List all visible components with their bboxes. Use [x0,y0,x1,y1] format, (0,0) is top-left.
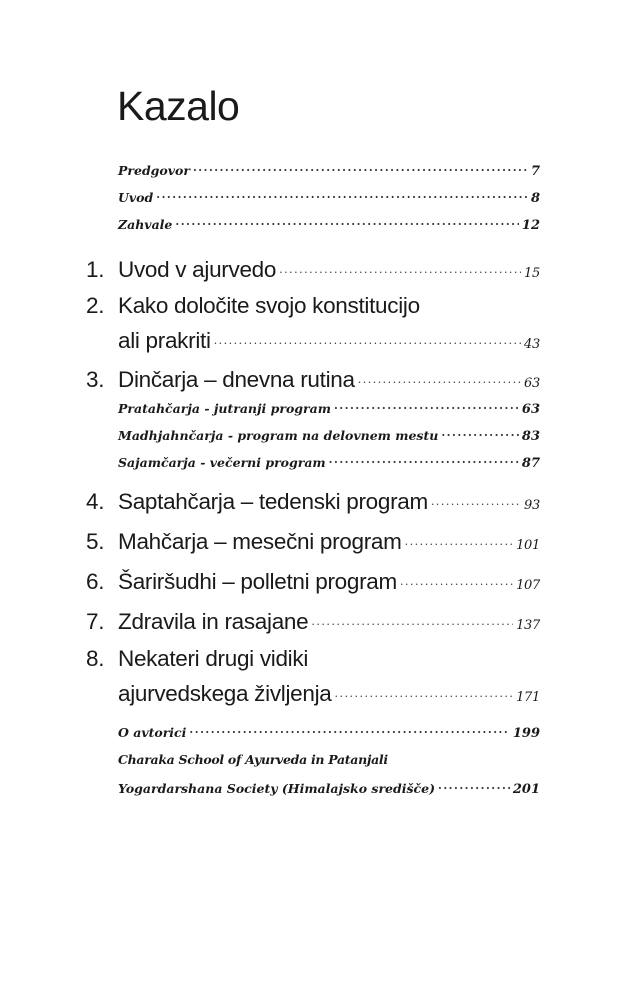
dot-leader [405,526,514,549]
toc-entry-page: 199 [512,725,540,741]
chapter-title: Kako določite svojo konstitucijo [118,293,420,318]
toc-entry-page: 8 [530,190,540,206]
page-title: Kazalo [117,83,240,129]
toc-chapter-2[interactable] [86,293,540,319]
chapter-title: Zdravila in rasajane [118,608,309,634]
toc-subentry-madhjahncarja[interactable] [118,427,540,444]
dot-leader [175,216,519,229]
toc-entry-o-avtorici[interactable] [118,724,540,741]
chapter-number: 8. [86,646,105,671]
chapter-title: Dinčarja – dnevna rutina [118,366,355,392]
toc-entry-page: 15 [524,265,540,281]
chapter-title: Uvod v ajurvedo [118,256,277,282]
toc-entry-page: 137 [516,617,540,633]
toc-entry-school[interactable] [118,780,540,797]
toc-entry-page: 201 [512,781,540,797]
chapter-number: 4. [86,488,105,514]
toc-subentry-pratahcarja[interactable] [118,400,540,417]
chapter-number: 7. [86,608,105,634]
toc-entry-label: Predgovor [118,162,190,178]
toc-entry-uvod[interactable] [118,189,540,206]
toc-entry-label: Zahvale [118,216,173,232]
toc-chapter-6[interactable] [86,566,540,595]
toc-chapter-4[interactable] [86,486,540,515]
toc-entry-page: 63 [521,401,540,417]
dot-leader [329,454,519,467]
toc-entry-page: 107 [516,577,540,593]
toc-subentry-sajamcarja[interactable] [118,454,540,471]
toc-entry-zahvale[interactable] [118,216,540,233]
toc-entry-label: Yogardarshana Society (Himalajsko središče) [118,780,435,796]
toc-chapter-5[interactable] [86,526,540,555]
dot-leader [335,678,514,701]
toc-entry-page: 101 [516,537,540,553]
dot-leader [189,724,509,737]
dot-leader [358,364,521,387]
chapter-number: 6. [86,568,105,594]
toc-entry-page: 7 [530,163,540,179]
chapter-number: 3. [86,366,105,392]
chapter-title: Nekateri drugi vidiki [118,646,309,671]
toc-entry-page: 12 [521,217,540,233]
chapter-title: Šariršudhi – polletni program [118,568,397,594]
chapter-title-cont: ali prakriti [118,327,211,353]
toc-entry-label: O avtorici [118,724,187,740]
toc-chapter-8-cont[interactable] [118,678,540,707]
dot-leader [334,400,519,413]
chapter-title-cont: ajurvedskega življenja [118,680,332,706]
toc-entry-page: 43 [524,336,540,352]
dot-leader [311,606,513,629]
toc-entry-page: 171 [516,689,540,705]
toc-entry-page: 83 [521,428,540,444]
dot-leader [279,254,521,277]
toc-entry-page: 63 [524,375,540,391]
chapter-number: 5. [86,528,105,554]
chapter-number: 2. [86,293,105,318]
toc-entry-label: Pratahčarja - jutranji program [118,400,331,416]
dot-leader [156,189,528,202]
toc-entry-predgovor[interactable] [118,162,540,179]
toc-chapter-1[interactable] [86,254,540,283]
chapter-number: 1. [86,256,105,282]
toc-entry-page: 93 [524,497,540,513]
toc-entry-label: Uvod [118,189,154,205]
toc-entry-label: Sajamčarja - večerni program [118,454,326,470]
toc-entry-page: 87 [521,455,540,471]
chapter-title: Saptahčarja – tedenski program [118,488,428,514]
dot-leader [193,162,528,175]
dot-leader [214,325,521,348]
toc-chapter-7[interactable] [86,606,540,635]
dot-leader [431,486,521,509]
toc-chapter-2-cont[interactable] [118,325,540,354]
toc-entry-school-line1[interactable]: Charaka School of Ayurveda in Patanjali [118,752,388,767]
dot-leader [441,427,519,440]
chapter-title: Mahčarja – mesečni program [118,528,402,554]
toc-chapter-8[interactable] [86,646,540,672]
dot-leader [438,780,510,793]
toc-chapter-3[interactable] [86,364,540,393]
toc-entry-label: Madhjahnčarja - program na delovnem mestu [118,427,439,443]
dot-leader [400,566,513,589]
